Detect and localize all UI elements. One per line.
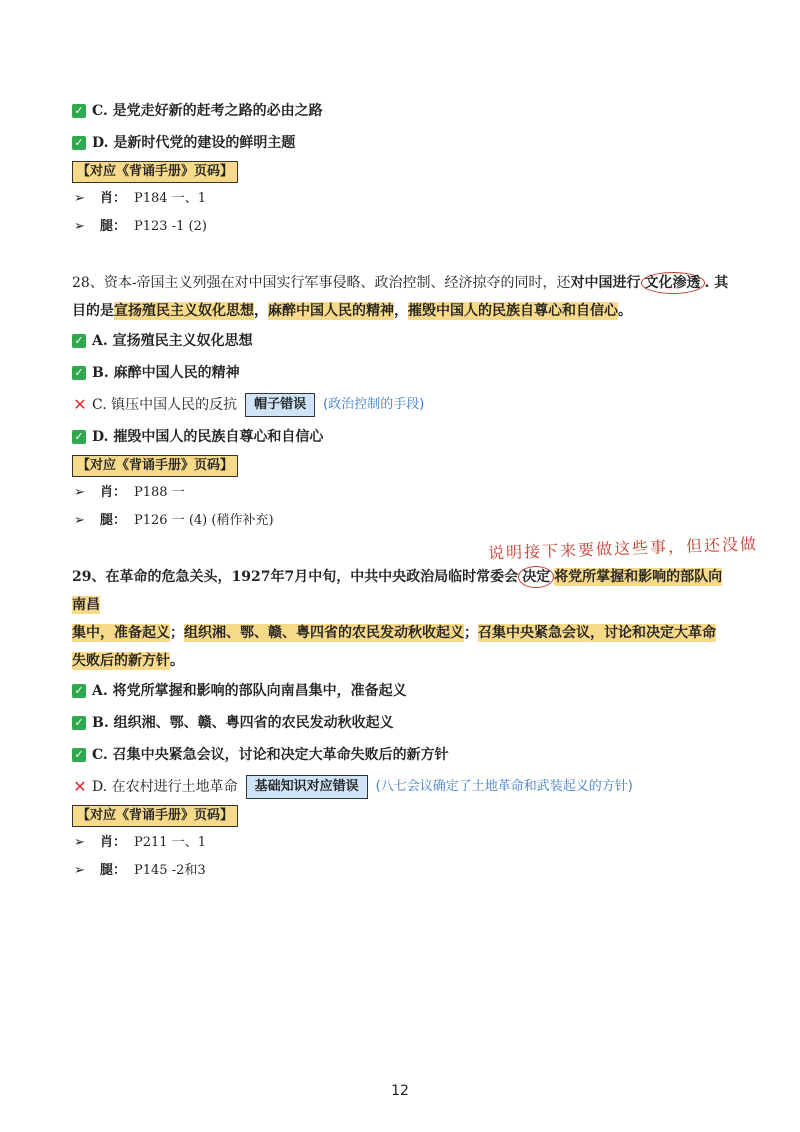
option-b-correct	[72, 707, 732, 739]
highlight-3-cont: 失败后的新方针	[72, 653, 170, 669]
option-text: A. 宣扬殖民主义奴化思想	[92, 333, 253, 349]
handwritten-annotation: 说明接下来要做这些事，但还没做	[487, 534, 759, 563]
arrow-bullet-icon: ➢	[74, 219, 85, 234]
reference-header	[72, 803, 732, 829]
option-text: B. 麻醉中国人民的精神	[92, 365, 240, 381]
stem-bold: 对中国进行	[570, 275, 641, 291]
reference-label: 【对应《背诵手册》页码】	[72, 805, 238, 827]
option-c-correct	[72, 739, 732, 771]
separator: ；	[170, 625, 184, 641]
separator: ；	[464, 625, 478, 641]
highlight-3: 摧毁中国人的民族自尊心和自信心	[408, 303, 618, 319]
option-text: D. 摧毁中国人的民族自尊心和自信心	[92, 429, 324, 445]
option-text: C. 召集中央紧急会议，讨论和决定大革命失败后的新方针	[92, 747, 449, 763]
option-c-wrong	[72, 389, 732, 421]
arrow-bullet-icon: ➢	[74, 485, 85, 500]
tui-pages: P123 -1 (2)	[134, 219, 207, 234]
separator: ，	[394, 303, 408, 319]
xiao-page-ref	[72, 185, 732, 213]
option-d-wrong	[72, 771, 732, 803]
tui-pages: P126 一 (4) (稍作补充)	[134, 513, 274, 528]
option-c-correct	[72, 95, 732, 127]
stem-end: . 其	[704, 275, 729, 291]
option-text: C. 镇压中国人民的反抗	[92, 397, 238, 413]
reference-label: 【对应《背诵手册》页码】	[72, 161, 238, 183]
check-icon: ✓	[72, 684, 86, 698]
question-28-stem	[72, 269, 732, 325]
check-icon: ✓	[72, 748, 86, 762]
tui-label: 腿：	[100, 863, 127, 878]
circled-keyword: 文化渗透	[641, 272, 705, 294]
check-icon: ✓	[72, 430, 86, 444]
option-a-correct	[72, 325, 732, 357]
xiao-label: 肖：	[100, 191, 127, 206]
highlight-2: 组织湘、鄂、赣、粤四省的农民发动秋收起义	[184, 625, 464, 641]
option-text: D. 在农村进行土地革命	[92, 779, 238, 795]
option-text: C. 是党走好新的赶考之路的必由之路	[92, 103, 323, 119]
option-d-correct	[72, 421, 732, 453]
check-icon: ✓	[72, 366, 86, 380]
question-29-stem	[72, 563, 732, 675]
arrow-bullet-icon: ➢	[74, 835, 85, 850]
check-icon: ✓	[72, 716, 86, 730]
highlight-3: 召集中央紧急会议，讨论和决定大革命	[478, 625, 716, 641]
highlight-1-cont: 集中，准备起义	[72, 625, 170, 641]
highlight-1: 宣扬殖民主义奴化思想	[114, 303, 254, 319]
separator: ，	[254, 303, 268, 319]
tui-label: 腿：	[100, 219, 127, 234]
circled-keyword: 决定	[518, 566, 554, 588]
option-a-correct	[72, 675, 732, 707]
page-content	[72, 95, 732, 885]
stem-end: 。	[170, 653, 184, 669]
option-d-correct	[72, 127, 732, 159]
tui-page-ref	[72, 213, 732, 241]
option-b-correct	[72, 357, 732, 389]
arrow-bullet-icon: ➢	[74, 191, 85, 206]
xiao-page-ref	[72, 829, 732, 857]
reference-header	[72, 159, 732, 185]
tui-label: 腿：	[100, 513, 127, 528]
tui-page-ref	[72, 507, 732, 535]
error-note: (政治控制的手段)	[323, 397, 425, 412]
reference-header	[72, 453, 732, 479]
stem-text: 28、资本-帝国主义列强在对中国实行军事侵略、政治控制、经济掠夺的同时，还	[72, 275, 571, 291]
check-icon: ✓	[72, 136, 86, 150]
option-text: A. 将党所掌握和影响的部队向南昌集中，准备起义	[92, 683, 407, 699]
xiao-pages: P211 一、1	[134, 835, 206, 850]
error-note: (八七会议确定了土地革命和武装起义的方针)	[375, 779, 633, 794]
arrow-bullet-icon: ➢	[74, 863, 85, 878]
reference-label: 【对应《背诵手册》页码】	[72, 455, 238, 477]
tui-pages: P145 -2和3	[134, 863, 206, 878]
stem-end: 。	[618, 303, 632, 319]
cross-icon: ✕	[73, 777, 87, 796]
page-number: 12	[391, 1083, 409, 1099]
error-tag: 基础知识对应错误	[246, 775, 368, 799]
option-text: B. 组织湘、鄂、赣、粤四省的农民发动秋收起义	[92, 715, 394, 731]
highlight-2: 麻醉中国人民的精神	[268, 303, 394, 319]
stem-text: 29、在革命的危急关头，1927年7月中旬，中共中央政治局临时常委会	[72, 569, 519, 585]
xiao-label: 肖：	[100, 485, 127, 500]
xiao-label: 肖：	[100, 835, 127, 850]
tui-page-ref	[72, 857, 732, 885]
check-icon: ✓	[72, 334, 86, 348]
xiao-pages: P184 一、1	[134, 191, 206, 206]
xiao-page-ref	[72, 479, 732, 507]
check-icon: ✓	[72, 104, 86, 118]
stem-text: 目的是	[72, 303, 114, 319]
cross-icon: ✕	[73, 395, 87, 414]
error-tag: 帽子错误	[245, 393, 315, 417]
highlight-1: 将党所掌握和影响的部队向南昌	[72, 569, 723, 613]
xiao-pages: P188 一	[134, 485, 185, 500]
option-text: D. 是新时代党的建设的鲜明主题	[92, 135, 296, 151]
arrow-bullet-icon: ➢	[74, 513, 85, 528]
